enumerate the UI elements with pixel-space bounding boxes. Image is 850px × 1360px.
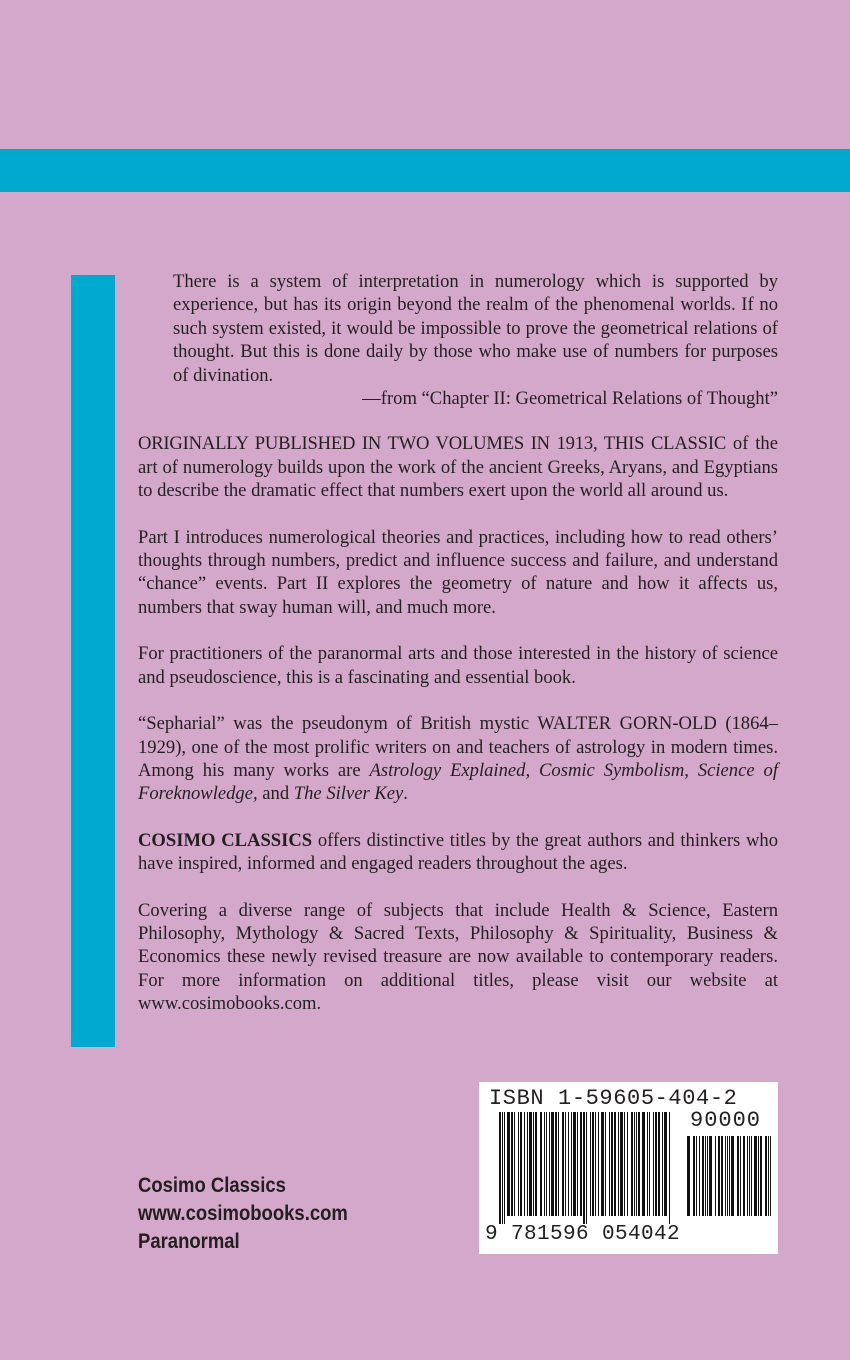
barcode-bar [577, 1112, 578, 1216]
epigraph-quote [173, 270, 778, 387]
barcode-bar [649, 1112, 650, 1216]
barcode-bar [618, 1112, 619, 1216]
imprint-footer [138, 1172, 348, 1256]
imprint-website: www.cosimobooks.com [138, 1202, 348, 1225]
back-cover-text [138, 270, 778, 1039]
price-bar [751, 1136, 752, 1216]
price-bar [725, 1136, 726, 1216]
barcode-bar [583, 1112, 585, 1224]
imprint-category: Paranormal [138, 1230, 240, 1253]
price-bars-group [687, 1136, 771, 1216]
barcode-bar [669, 1112, 670, 1224]
barcode-bar [620, 1112, 623, 1216]
barcode-bar [518, 1112, 519, 1216]
barcode-bar [590, 1112, 591, 1216]
price-bar [740, 1136, 741, 1216]
price-bar [760, 1136, 762, 1216]
side-accent-bar [71, 275, 115, 1047]
barcode-bar [653, 1112, 654, 1216]
barcode-bar [634, 1112, 635, 1216]
barcode-bar [571, 1112, 572, 1216]
barcode-bar [647, 1112, 648, 1216]
author-bio-end: . [403, 783, 408, 805]
price-code: 90000 [690, 1108, 762, 1133]
price-bar [743, 1136, 745, 1216]
barcode-bar [598, 1112, 599, 1216]
price-bar [699, 1136, 700, 1216]
price-bar [731, 1136, 734, 1216]
ean-bars-group [499, 1112, 670, 1224]
price-bar [721, 1136, 723, 1216]
barcode-bar [507, 1112, 510, 1216]
price-bar [765, 1136, 767, 1216]
price-bar [768, 1136, 769, 1216]
price-bar [729, 1136, 730, 1216]
author-bio-intro: “Sepharial” was the pseudonym of British mystic WALTER GORN-OLD (1864–1929), one of the most prolific writers on and teachers of astrology in modern times. Among his many works are [138, 713, 778, 781]
price-bar [754, 1136, 757, 1216]
barcode-bar [540, 1112, 542, 1216]
price-bar [718, 1136, 720, 1216]
audience-paragraph: For practitioners of the paranormal arts and those interested in the history of science and pseudoscience, this is a fascinating and essential book. [138, 643, 778, 688]
barcode-bar [555, 1112, 557, 1216]
barcode-bar [611, 1112, 613, 1216]
price-bar [705, 1136, 706, 1216]
barcode-bar [520, 1112, 522, 1216]
barcode-bar [573, 1112, 576, 1216]
price-bar [702, 1136, 704, 1216]
barcode-bar [499, 1112, 501, 1224]
price-bar [707, 1136, 708, 1216]
publisher-paragraph [138, 829, 778, 876]
price-bar [749, 1136, 750, 1216]
barcode-bar [636, 1112, 637, 1216]
barcode-bar [568, 1112, 569, 1216]
barcode-bar [558, 1112, 559, 1216]
barcode-bar [562, 1112, 564, 1216]
barcode-bar [595, 1112, 596, 1216]
barcode-bar [655, 1112, 657, 1216]
quote-text: There is a system of interpretation in numerology which is supported by experience, but has its origin beyond the realm of the phenomenal worlds. If no such system existed, it would be impossible to prove the geometrical relations of thought. But this is done daily by those who make use of numbers for purposes of divination. [173, 271, 778, 386]
price-bar [737, 1136, 739, 1216]
ean-digits: 9 781596 054042 [485, 1223, 681, 1246]
top-accent-band [0, 149, 850, 192]
isbn-barcode [479, 1082, 778, 1254]
barcode-bar [549, 1112, 550, 1216]
barcode-bar [524, 1112, 525, 1216]
barcode-bar [586, 1112, 587, 1224]
author-bio-paragraph [138, 712, 778, 806]
barcode-bar [609, 1112, 610, 1216]
author-works-title-2: The Silver Key [293, 783, 404, 805]
barcode-bar [527, 1112, 528, 1216]
imprint-name: Cosimo Classics [138, 1174, 286, 1197]
price-bar [758, 1136, 759, 1216]
barcode-bar [662, 1112, 663, 1216]
price-bar [770, 1136, 771, 1216]
price-bar [709, 1136, 712, 1216]
barcode-bar [580, 1112, 582, 1216]
barcode-bar [565, 1112, 566, 1216]
price-bar [693, 1136, 695, 1216]
barcode-bar [605, 1112, 606, 1216]
price-bar [696, 1136, 697, 1216]
parts-paragraph: Part I introduces numerological theories and practices, including how to read others’ thoughts through numbers, predict and influence success and failure, and understand “chance” events. Part II explores the geometry of nature and how it affects us, numbers that sway human will, and much more. [138, 526, 778, 618]
barcode-bar [551, 1112, 554, 1216]
barcode-bar [511, 1112, 513, 1216]
author-works-title-1: Astrology Explained, Cosmic Symbolism, Science of Foreknowledge, [138, 759, 778, 805]
author-bio-joiner: and [257, 783, 294, 805]
barcode-bar [529, 1112, 532, 1216]
barcode-bar [658, 1112, 660, 1216]
description-lead-rest: of the art of numerology builds upon the work of the ancient Greeks, Aryans, and Egyptians to describe the dramatic effect that numbers exert upon the world all around us. [138, 433, 778, 502]
price-bar [747, 1136, 748, 1216]
barcode-bar [664, 1112, 667, 1216]
subjects-paragraph: Covering a diverse range of subjects that include Health & Science, Eastern Philosophy, Mythology & Sacred Texts, Philosophy & Spirituality, Business & Economics these newly revised treasure are now available to contemporary readers. For more information on additional titles, please visit our website at www.cosimobooks.com. [138, 899, 778, 1015]
barcode-bar [638, 1112, 640, 1216]
price-bar [715, 1136, 716, 1216]
barcode-bar [601, 1112, 604, 1216]
barcode-bar [514, 1112, 515, 1216]
description-lead-caps: ORIGINALLY PUBLISHED IN TWO VOLUMES IN 1913, THIS CLASSIC [138, 433, 727, 455]
quote-attribution: —from “Chapter II: Geometrical Relations of Thought” [362, 388, 778, 410]
barcode-bar [546, 1112, 547, 1216]
price-bar [727, 1136, 728, 1216]
barcode-bar [624, 1112, 625, 1216]
barcode-bar [627, 1112, 628, 1216]
barcode-bar [614, 1112, 616, 1216]
barcode-bar [592, 1112, 594, 1216]
price-bar [687, 1136, 690, 1216]
barcode-bar [502, 1112, 503, 1224]
description-paragraph [138, 432, 778, 502]
publisher-name: COSIMO CLASSICS [138, 829, 313, 851]
barcode-bar [631, 1112, 633, 1216]
barcode-bar [504, 1112, 505, 1224]
barcode-bar [533, 1112, 534, 1216]
barcode-bar [544, 1112, 545, 1216]
barcode-bar [535, 1112, 537, 1216]
barcode-bar [642, 1112, 645, 1216]
isbn-label: ISBN 1-59605-404-2 [489, 1086, 738, 1111]
publisher-blurb: offers distinctive titles by the great authors and thinkers who have inspired, informed and engaged readers throughout the ages. [138, 829, 778, 875]
